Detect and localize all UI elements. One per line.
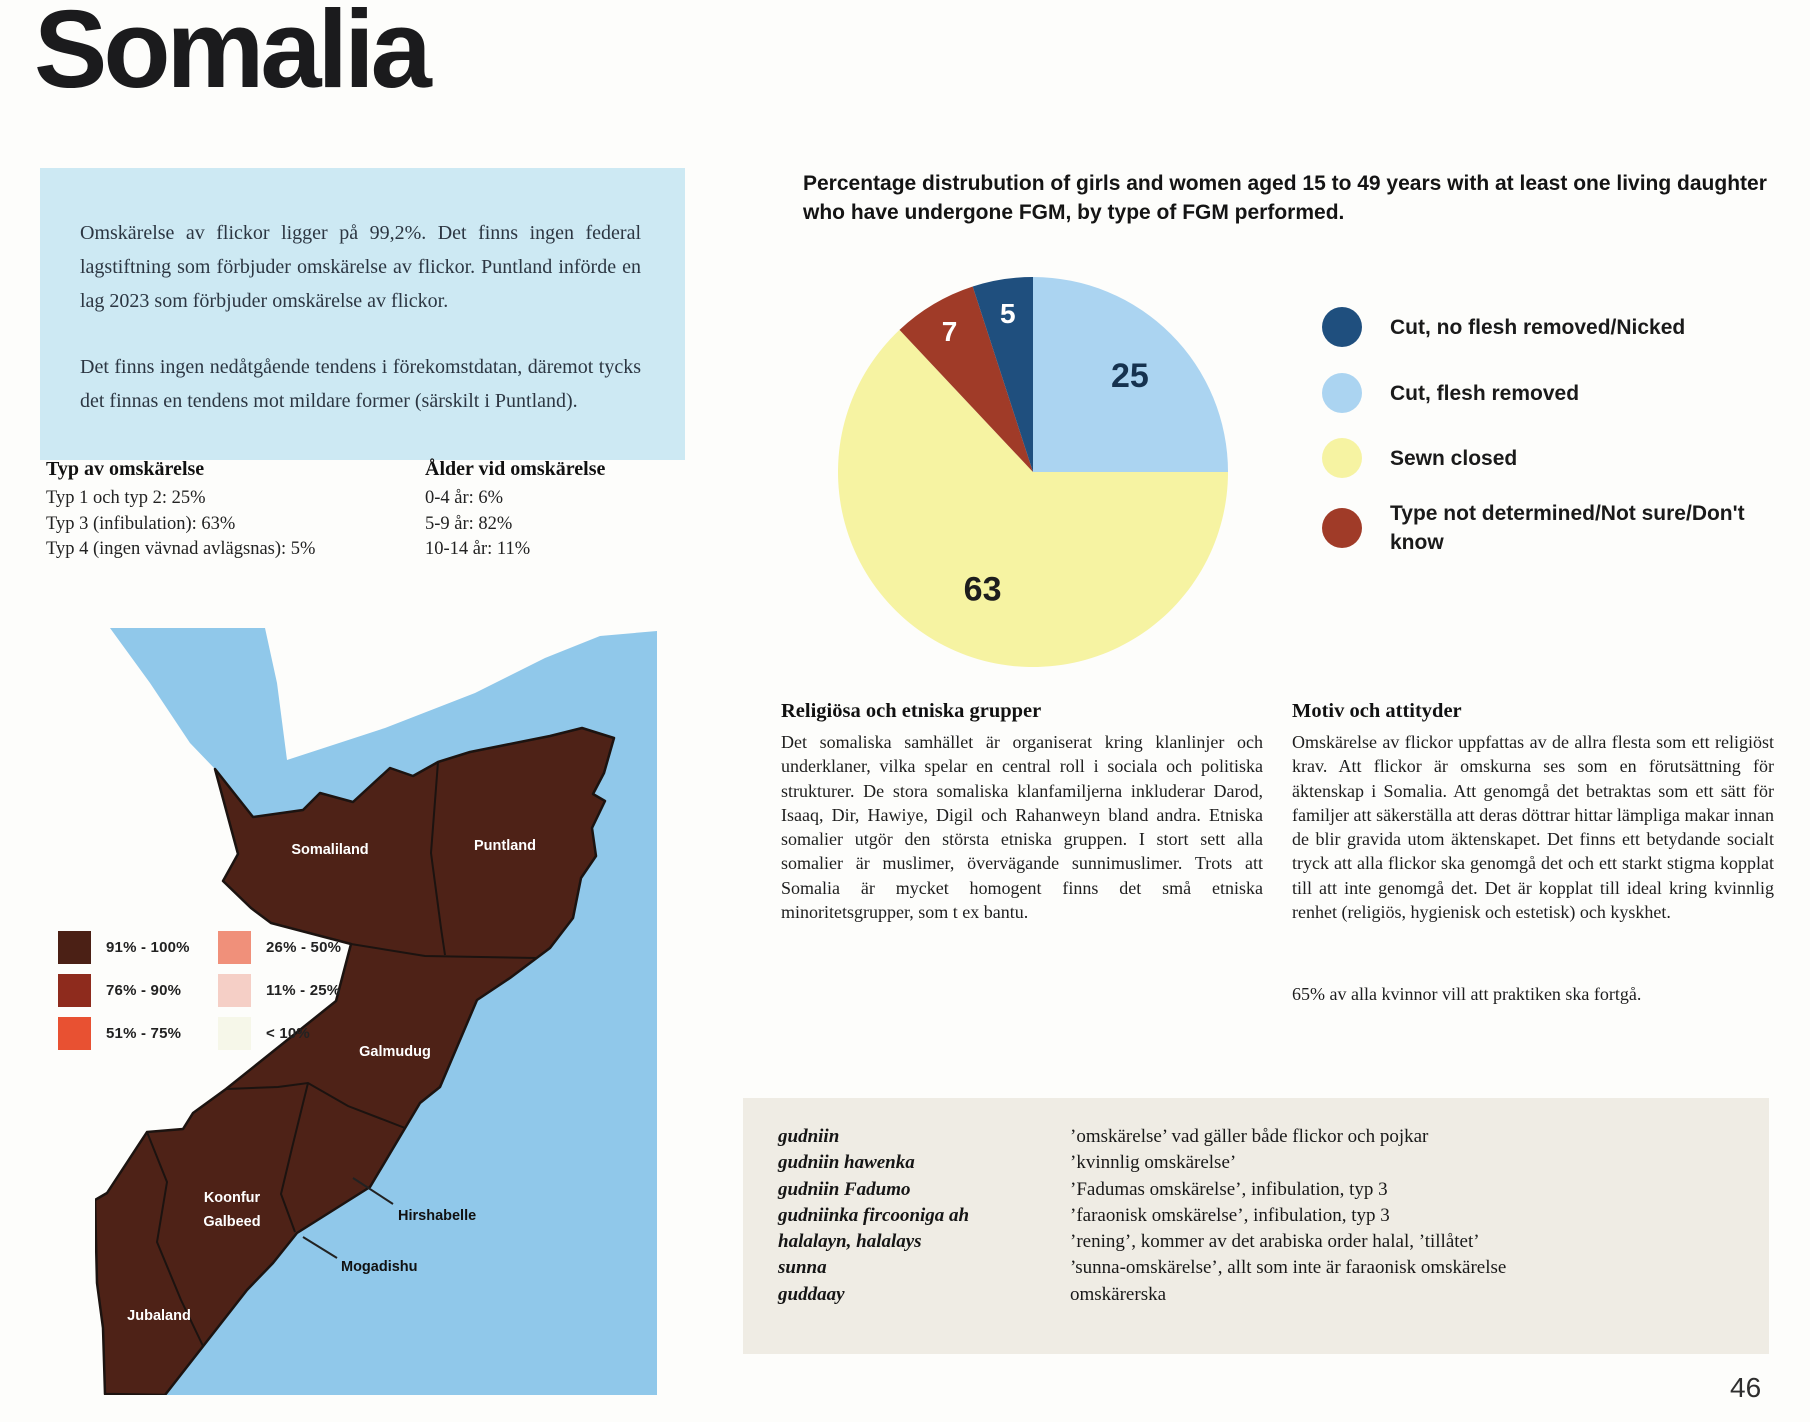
glossary-row [778,1229,1739,1255]
map-legend-row [218,969,388,1012]
list-item: Typ 4 (ingen vävnad avlägsnas): 5% [46,539,316,559]
glossary-definition: ’Fadumas omskärelse’, infibulation, typ 3 [1070,1178,1388,1200]
legend-row [1322,307,1802,347]
legend-label: Cut, no flesh removed/Nicked [1390,315,1686,339]
map-label-galmudug: Galmudug [359,1044,431,1060]
map-legend-label: 26% - 50% [266,939,342,956]
glossary-row [778,1203,1739,1229]
list-item: Typ 1 och typ 2: 25% [46,488,206,508]
map-label-koonfur: Koonfur [203,1190,261,1206]
pie-slice-value-0: 25 [1110,357,1149,396]
glossary-definition: ’kvinnlig omskärelse’ [1070,1152,1237,1174]
map-label-hirshabelle: Hirshabelle [398,1208,477,1224]
glossary-definition: ’omskärelse’ vad gäller både flickor och pojkar [1070,1126,1429,1147]
map-legend-swatch [218,931,251,964]
list-item: 10-14 år: 11% [425,539,531,559]
glossary-term: halalayn, halalays [778,1231,922,1253]
map-label-galbeed: Galbeed [203,1214,261,1230]
page-number: 46 [1730,1372,1762,1403]
section-heading: Religiösa och etniska grupper [781,700,1042,722]
pie-slice-value-3: 5 [1000,298,1016,329]
list-item: 5-9 år: 82% [425,513,513,534]
map-label-somaliland: Somaliland [291,842,369,858]
map-legend-label: < 10% [266,1025,310,1042]
map-label-mogadishu: Mogadishu [341,1259,418,1275]
glossary-definition: omskärerska [1070,1283,1167,1305]
page-title: Somalia [34,0,428,111]
pie-slice-value-1: 63 [963,570,1002,609]
list-item: 0-4 år: 6% [425,488,504,508]
fgm-age-list [425,458,805,563]
legend-label: Type not determined/Not sure/Don't know [1390,502,1745,554]
map-legend-label: 11% - 25% [266,982,341,999]
section-motives [1292,700,1774,1007]
section-heading: Motiv och attityder [1292,700,1462,722]
legend-row [1322,373,1802,413]
pie-legend [1322,307,1802,597]
section-body: Det somaliska samhället är organiserat kring klanlinjer och underklaner, vilka spelar en central roll i sociala och politiska strukturer. De stora somaliska klanfamiljerna inkluderar Darod, Isaaq, Dir, Hawiye, Digil och Rahanweyn bland andra. Etniska somalier utgör den största etniska gruppen. I stort sett alla somalier är muslimer, övervägande sunnimuslimer. Trots att Somalia är mycket homogent finns det små etniska minoritetsgrupper, som t ex bantu. [781,732,1263,923]
map-legend [58,926,388,1055]
map-legend-swatch [218,974,251,1007]
legend-dot-icon [1322,438,1362,478]
map-legend-swatch [58,1017,91,1050]
legend-label: Sewn closed [1390,446,1518,470]
fgm-type-heading: Typ av omskärelse [46,458,205,480]
pie-slice-value-2: 7 [941,315,958,347]
section-body: Omskärelse av flickor uppfattas av de allra flesta som ett religiöst krav. Att flickor är omskurna ses som en förutsättning för äktenskap i Somalia. Att genomgå det betraktas som ett sätt för familjer att säkerställa att deras döttrar hittar lämpliga makar innan de blir gravida utom äktenskapet. Det finns ett betydande socialt tryck att alla flickor ska genomgå det och ett starkt stigma kopplat till att inte genomgå det. Det är kopplat till ideal kring kvinnlig renhet (religiös, hygienisk och estetisk) och kyskhet. [1292,732,1774,923]
map-legend-row [58,969,218,1012]
glossary-term: guddaay [778,1283,845,1305]
glossary-row [778,1177,1739,1203]
glossary-definition: ’rening’, kommer av det arabiska order halal, ’tillåtet’ [1070,1231,1480,1253]
glossary-row [778,1150,1739,1176]
legend-row [1322,499,1802,557]
map-legend-label: 76% - 90% [106,982,182,999]
glossary-definition: ’sunna-omskärelse’, allt som inte är faraonisk omskärelse [1070,1257,1507,1279]
map-label-jubaland: Jubaland [127,1308,191,1324]
map-legend-swatch [58,974,91,1007]
map-legend-row [58,1012,218,1055]
section-religion [781,700,1263,924]
section-footer-stat: 65% av alla kvinnor vill att praktiken ska fortgå. [1292,984,1642,1005]
glossary-definition: ’faraonisk omskärelse’, infibulation, typ 3 [1070,1204,1390,1226]
glossary-row [778,1255,1739,1281]
glossary-term: gudniin hawenka [778,1152,915,1174]
map-legend-row [218,1012,388,1055]
legend-dot-icon [1322,373,1362,413]
pie-chart [838,277,1228,667]
chart-title: Percentage distrubution of girls and women aged 15 to 49 years with at least one living daughter who have undergone FGM, by type of FGM performed. [803,172,1767,224]
map-legend-row [58,926,218,969]
fgm-type-list [46,458,426,563]
glossary-row [778,1124,1739,1150]
legend-label: Cut, flesh removed [1390,381,1580,405]
glossary-term: sunna [778,1257,827,1279]
map-legend-label: 91% - 100% [106,939,190,956]
summary-info-box [40,168,685,460]
info-paragraph: Det finns ingen nedåtgående tendens i förekomstdatan, däremot tycks det finnas en tendens mot mildare former (särskilt i Puntland). [80,356,641,412]
map-legend-swatch [218,1017,251,1050]
glossary-term: gudniin [778,1126,840,1147]
glossary-box [743,1098,1769,1354]
map-legend-label: 51% - 75% [106,1025,182,1042]
glossary-term: gudniinka fircooniga ah [778,1204,970,1226]
map-label-puntland: Puntland [473,838,537,854]
legend-dot-icon [1322,307,1362,347]
list-item: Typ 3 (infibulation): 63% [46,513,236,534]
glossary-term: gudniin Fadumo [778,1178,911,1200]
glossary-row [778,1282,1739,1308]
map-legend-swatch [58,931,91,964]
map-legend-row [218,926,388,969]
fgm-age-heading: Ålder vid omskärelse [425,458,606,480]
legend-dot-icon [1322,508,1362,548]
legend-row [1322,438,1802,478]
info-paragraph: Omskärelse av flickor ligger på 99,2%. Det finns ingen federal lagstiftning som förbjuder omskärelse av flickor. Puntland införde en lag 2023 som förbjuder omskärelse av flickor. [80,222,641,312]
